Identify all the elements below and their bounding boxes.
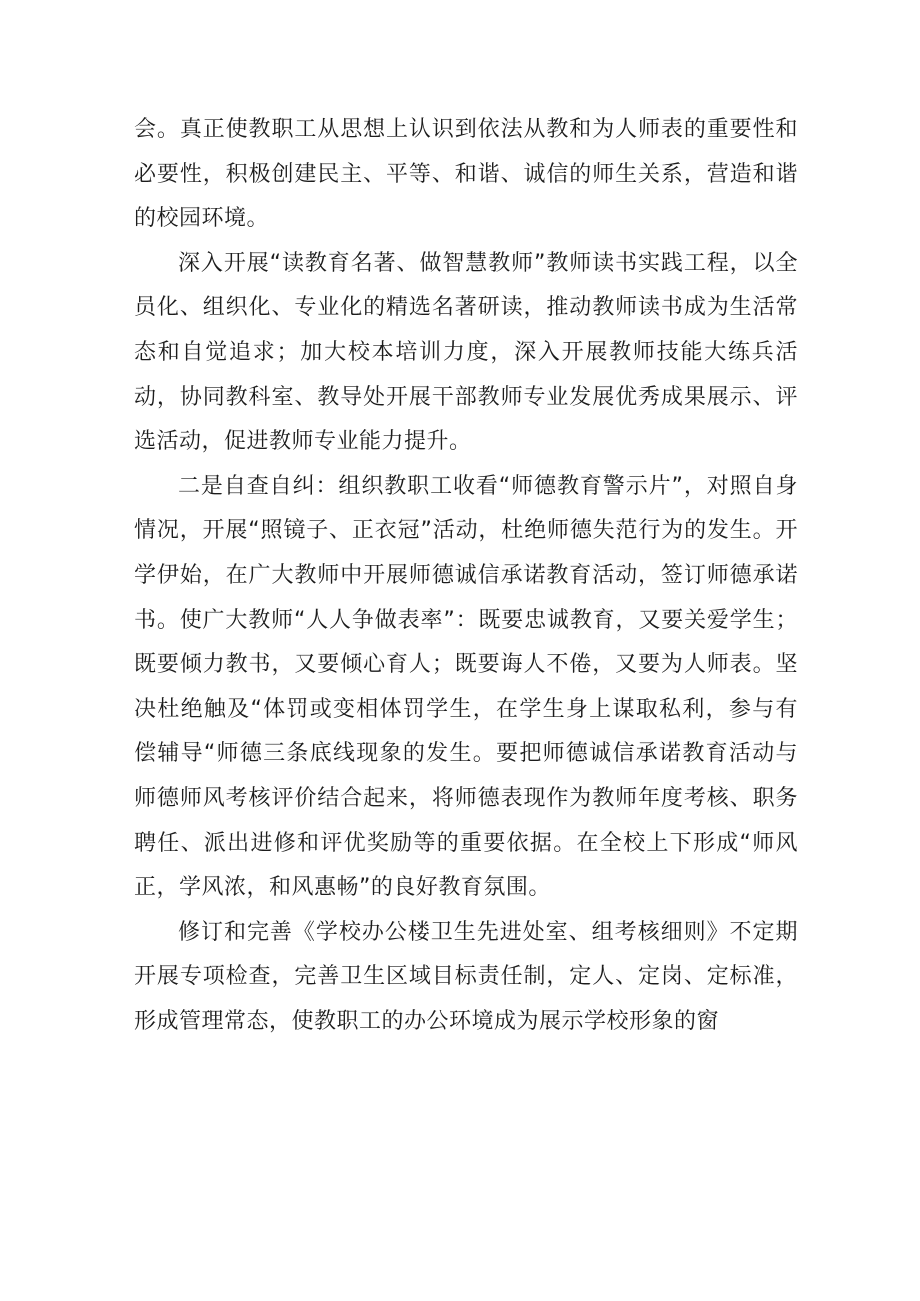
- paragraph-continuation: 会。真正使教职工从思想上认识到依法从教和为人师表的重要性和必要性，积极创建民主、平等、和谐、诚信的师生关系，营造和谐的校园环境。: [134, 117, 798, 232]
- document-body: [134, 108, 798, 1044]
- paragraph-office-hygiene: 修订和完善《学校办公楼卫生先进处室、组考核细则》不定期开展专项检查，完善卫生区域目标责任制，定人、定岗、定标准，形成管理常态，使教职工的办公环境成为展示学校形象的窗: [134, 919, 798, 1034]
- paragraph-self-inspection: 二是自查自纠：组织教职工收看“师德教育警示片”，对照自身情况，开展“照镜子、正衣冠”活动，杜绝师德失范行为的发生。开学伊始，在广大教师中开展师德诚信承诺教育活动，签订师德承诺书。使广大教师“人人争做表率”：既要忠诚教育，又要关爱学生；既要倾力教书，又要倾心育人；既要诲人不倦，又要为人师表。坚决杜绝触及“体罚或变相体罚学生，在学生身上谋取私利，参与有偿辅导“师德三条底线现象的发生。要把师德诚信承诺教育活动与师德师风考核评价结合起来，将师德表现作为教师年度考核、职务聘任、派出进修和评优奖励等的重要依据。在全校上下形成“师风正，学风浓，和风惠畅”的良好教育氛围。: [134, 473, 798, 901]
- paragraph-teacher-reading: 深入开展“读教育名著、做智慧教师”教师读书实践工程，以全员化、组织化、专业化的精选名著研读，推动教师读书成为生活常态和自觉追求；加大校本培训力度，深入开展教师技能大练兵活动，协同教科室、教导处开展干部教师专业发展优秀成果展示、评选活动，促进教师专业能力提升。: [134, 250, 798, 455]
